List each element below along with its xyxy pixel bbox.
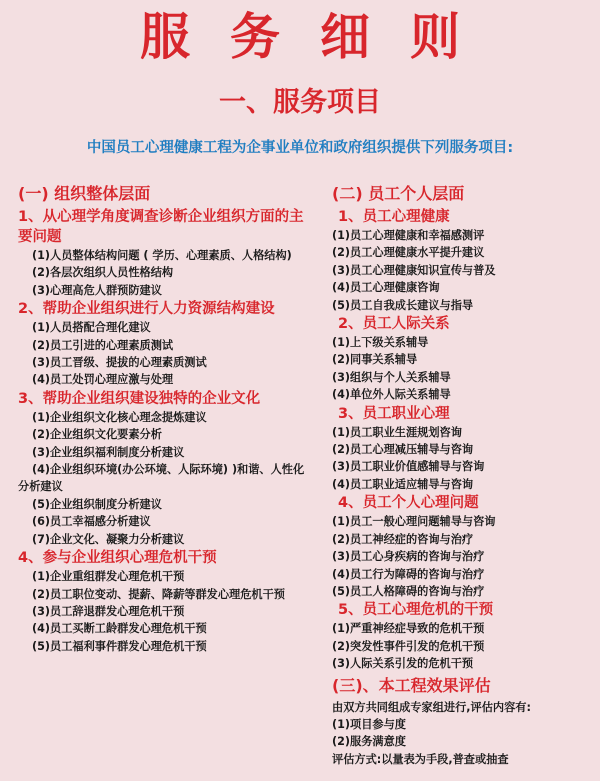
list-item: (3)员工辞退群发心理危机干预 — [32, 604, 185, 618]
right-group-5-title: 5、员工心理危机的干预 — [338, 602, 494, 619]
left-heading: (一) 组织整体层面 — [18, 184, 151, 203]
list-item: (5)员工福利事件群发心理危机干预 — [32, 639, 207, 653]
list-item: (2)企业组织文化要素分析 — [32, 428, 162, 442]
right-group-1-title: 1、员工心理健康 — [338, 209, 450, 225]
list-item: (4)员工处罚心理应激与处理 — [32, 373, 174, 387]
list-item: (3)员工晋级、提拔的心理素质测试 — [32, 356, 207, 370]
list-item: (1)严重神经症导致的危机干预 — [332, 622, 485, 636]
list-item: (3)心理高危人群预防建议 — [32, 283, 162, 297]
list-item: (2)员工心理减压辅导与咨询 — [332, 443, 474, 457]
list-item: (4)员工心理健康咨询 — [332, 281, 440, 295]
list-item: (1)员工心理健康和幸福感测评 — [332, 229, 485, 242]
list-item: (2)员工职位变动、提薪、降薪等群发心理危机干预 — [32, 587, 285, 601]
list-item: (1)员工职业生涯规划咨询 — [332, 425, 462, 439]
list-item: (1)上下级关系辅导 — [332, 336, 429, 350]
list-item: (4)员工行为障碍的咨询与治疗 — [332, 567, 485, 581]
list-item: (2)员工引进的心理素质测试 — [32, 338, 174, 352]
list-item: (5)员工人格障碍的咨询与治疗 — [332, 584, 485, 598]
right-group-4-title: 4、员工个人心理问题 — [338, 495, 479, 512]
list-item: (2)员工神经症的咨询与治疗 — [332, 532, 474, 546]
list-item: (2)员工心理健康水平提升建议 — [332, 246, 485, 260]
list-item: (7)企业文化、凝聚力分析建议 — [32, 532, 185, 546]
left-group-1-title: 1、从心理学角度调查诊断企业组织方面的主要问题 — [18, 209, 304, 245]
list-item: (4)员工买断工龄群发心理危机干预 — [32, 622, 207, 636]
list-item: (1)人员搭配合理化建议 — [32, 321, 151, 335]
list-item: (4)企业组织环境(办公环境、人际环境) )和谐、人性化分析建议 — [18, 463, 305, 494]
list-item: (3)人际关系引发的危机干预 — [332, 657, 474, 671]
list-item: (1)员工一般心理问题辅导与咨询 — [332, 515, 496, 529]
right-heading: (二) 员工个人层面 — [332, 184, 465, 203]
list-item: (3)员工心身疾病的咨询与治疗 — [332, 550, 485, 564]
list-item: (2)各层次组织人员性格结构 — [32, 266, 174, 280]
list-item: (4)员工职业适应辅导与咨询 — [332, 477, 474, 491]
evaluation-intro: 由双方共同组成专家组进行,评估内容有: — [332, 700, 531, 714]
right-group-2-title: 2、员工人际关系 — [338, 316, 450, 333]
list-item: (6)员工幸福感分析建议 — [32, 515, 151, 529]
page-title: 服务细则 — [140, 8, 500, 66]
left-group-3-title: 3、帮助企业组织建设独特的企业文化 — [18, 390, 261, 407]
section-title: 一、服务项目 — [219, 87, 381, 118]
list-item: (4)单位外人际关系辅导 — [332, 388, 451, 402]
list-item: (1)企业组织文化核心理念提炼建议 — [32, 410, 207, 424]
list-item: (1)项目参与度 — [332, 717, 406, 731]
evaluation-heading: (三)、本工程效果评估 — [332, 675, 491, 695]
list-item: (5)企业组织制度分析建议 — [32, 497, 162, 511]
list-item: (5)员工自我成长建议与指导 — [332, 298, 474, 312]
right-group-3-title: 3、员工职业心理 — [338, 405, 450, 422]
list-item: (2)同事关系辅导 — [332, 353, 418, 367]
list-item: (1)企业重组群发心理危机干预 — [32, 570, 185, 584]
list-item: (1)人员整体结构问题 ( 学历、心理素质、人格结构) — [32, 249, 292, 262]
list-item: (3)企业组织福利制度分析建议 — [32, 445, 185, 459]
left-group-2-title: 2、帮助企业组织进行人力资源结构建设 — [18, 301, 275, 318]
left-column — [18, 183, 308, 655]
list-item: (2)突发性事件引发的危机干预 — [332, 639, 485, 653]
list-item: (2)服务满意度 — [332, 735, 406, 749]
right-column — [332, 183, 594, 768]
intro-text: 中国员工心理健康工程为企事业单位和政府组织提供下列服务项目: — [86, 140, 514, 156]
list-item: (3)组织与个人关系辅导 — [332, 370, 451, 384]
left-group-4-title: 4、参与企业组织心理危机干预 — [18, 550, 217, 567]
list-item: (3)员工职业价值感辅导与咨询 — [332, 460, 485, 474]
evaluation-method: 评估方式:以量表为手段,普查或抽查 — [332, 752, 509, 766]
list-item: (3)员工心理健康知识宣传与普及 — [332, 263, 496, 277]
